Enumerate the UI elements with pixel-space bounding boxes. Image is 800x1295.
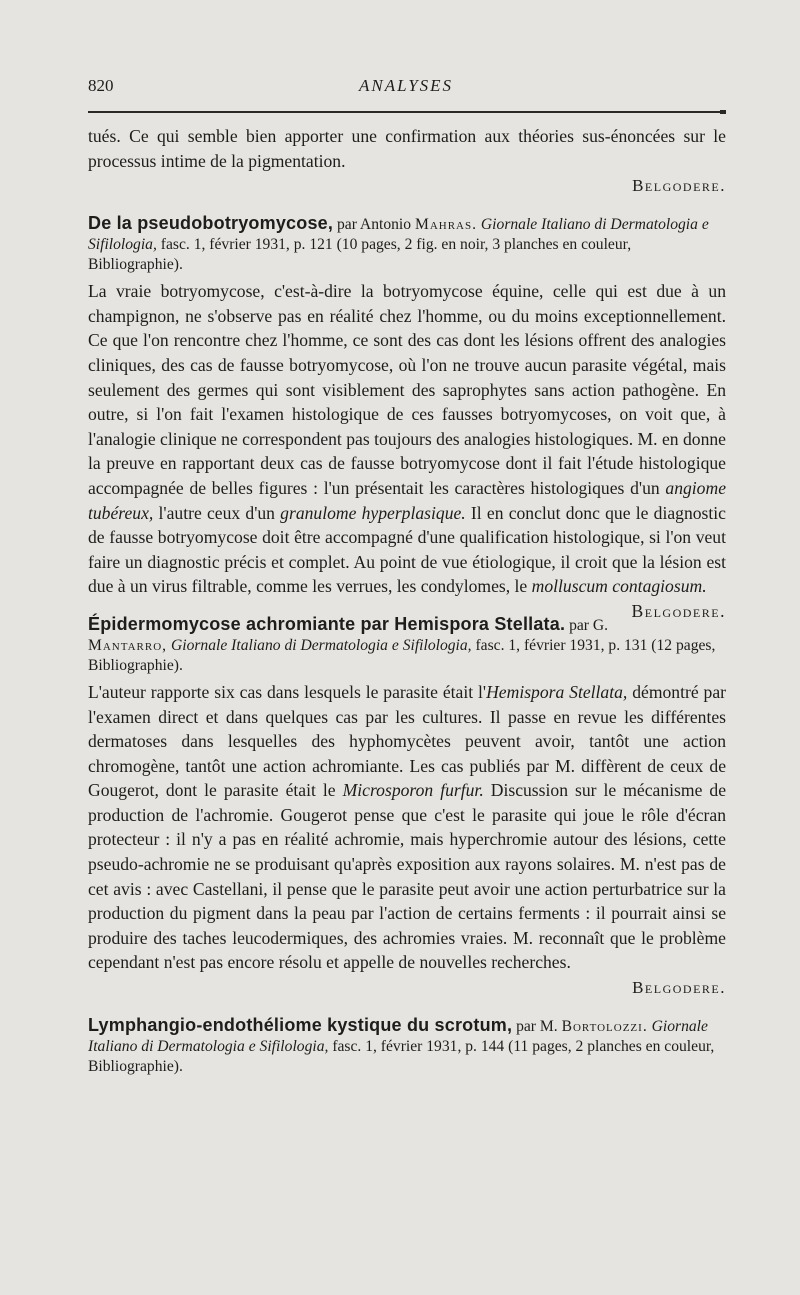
- intro-paragraph: tués. Ce qui semble bien apporter une confirmation aux théories sus-énoncées sur le processus intime de la pigmentation.: [88, 126, 726, 171]
- entry-journal: Giornale Italiano di Dermatologia e Sifilologia,: [170, 636, 472, 654]
- signature: Belgodere.: [632, 176, 726, 196]
- entry-citation: fasc. 1, février 1931, p. 144 (11 pages, 2 planches en couleur, Bibliographie).: [88, 1038, 715, 1076]
- entry-author: Bortolozzi.: [561, 1018, 648, 1036]
- entry-paragraph: La vraie botryomycose, c'est-à-dire la botryomycose équine, celle qui est due à un champignon, ne s'observe pas en réalité chez l'homme, ou du moins exceptionnellement. Ce que l'on rencontre chez l'homme, ce sont des cas dont les lésions offrent des analogies cliniques, des cas de fausse botryomycose, où l'on ne trouve aucun parasite végétal, mais seulement des germes qui sont visiblement des saprophytes sans action pathogène. En outre, si l'on fait l'examen histologique de ces fausses botryomycoses, on voit que, à l'analogie clinique ne correspondent pas toujours des analogies histologiques. M. en donne la preuve en rapportant deux cas de fausse botryomycose dont il fait l'étude histologique accompagnée de belles figures : l'un présentait les caractères histologiques d'un angiome tubéreux, l'autre ceux d'un granulome hyperplasique. Il en conclut donc que le diagnostic de fausse botryomycose doit être accompagné d'une qualification histologique, si l'on veut faire un diagnostic précis et complet. Au point de vue étiologique, il croit que la lésion est due à un virus filtrable, comme les verrues, les condylomes, le molluscum contagiosum. Belgodere.: [88, 279, 726, 599]
- entry-author: Mahras.: [414, 216, 478, 234]
- entry-paragraph: L'auteur rapporte six cas dans lesquels le parasite était l'Hemispora Stellata, démontré par l'examen direct et dans quelques cas par les cultures. Il passe en revue les différentes dermatoses dans lesquelles des hyphomycètes peuvent avoir, tantôt une action chromogène, tantôt une action achromiante. Les cas publiés par M. diffèrent de ceux de Gougerot, dont le parasite était le Microsporon furfur. Discussion sur le mécanisme de production de l'achromie. Gougerot pense que c'est le parasite qui joue le rôle d'écran protecteur : il n'y a pas en réalité achromie, mais hyperchromie autour des lésions, cette pseudo-achromie ne se produisant qu'après exposition aux rayons solaires. M. n'est pas de cet avis : avec Castellani, il pense que le parasite peut avoir une action perturbatrice sur la production du pigment dans la peau par l'action de certains ferments : il pourrait ainsi se produire des taches leucodermiques, des achromies vraies. M. reconnaît que le problème cependant n'est pas encore résolu et appelle de nouvelles recherches.: [88, 681, 727, 973]
- entry-by: par M.: [516, 1018, 558, 1036]
- header-rule: [88, 111, 724, 113]
- entry-heading: [88, 1015, 726, 1077]
- entry-citation: fasc. 1, février 1931, p. 131 (12 pages, Bibliographie).: [88, 636, 716, 674]
- entry-heading: [88, 614, 726, 676]
- entry-journal: Giornale Italiano di Dermatologia e Sifilologia,: [88, 216, 709, 254]
- entry-heading: [88, 213, 726, 275]
- review-entry: [88, 614, 726, 1000]
- entry-by: par Antonio: [336, 216, 412, 234]
- running-head: [88, 76, 724, 102]
- page-number: 820: [88, 76, 114, 95]
- signature: Belgodere.: [632, 978, 726, 998]
- entry-author: Mantarro,: [88, 636, 168, 654]
- entry-journal: Giornale Italiano di Dermatologia e Sifilologia,: [88, 1018, 708, 1056]
- article-body: [88, 124, 726, 1081]
- entry-citation: fasc. 1, février 1931, p. 121 (10 pages, 2 fig. en noir, 3 planches en couleur, Bibliographie).: [88, 236, 632, 274]
- review-entry: [88, 1015, 726, 1077]
- entry-title: Épidermomycose achromiante par Hemispora Stellata.: [88, 613, 566, 634]
- signature: Belgodere.: [631, 600, 726, 621]
- entry-title: Lymphangio-endothéliome kystique du scrotum,: [88, 1015, 513, 1036]
- entry-title: De la pseudobotryomycose,: [88, 213, 334, 234]
- review-entry: [88, 213, 726, 621]
- entry-by: par G.: [569, 616, 609, 634]
- running-title: ANALYSES: [358, 76, 454, 95]
